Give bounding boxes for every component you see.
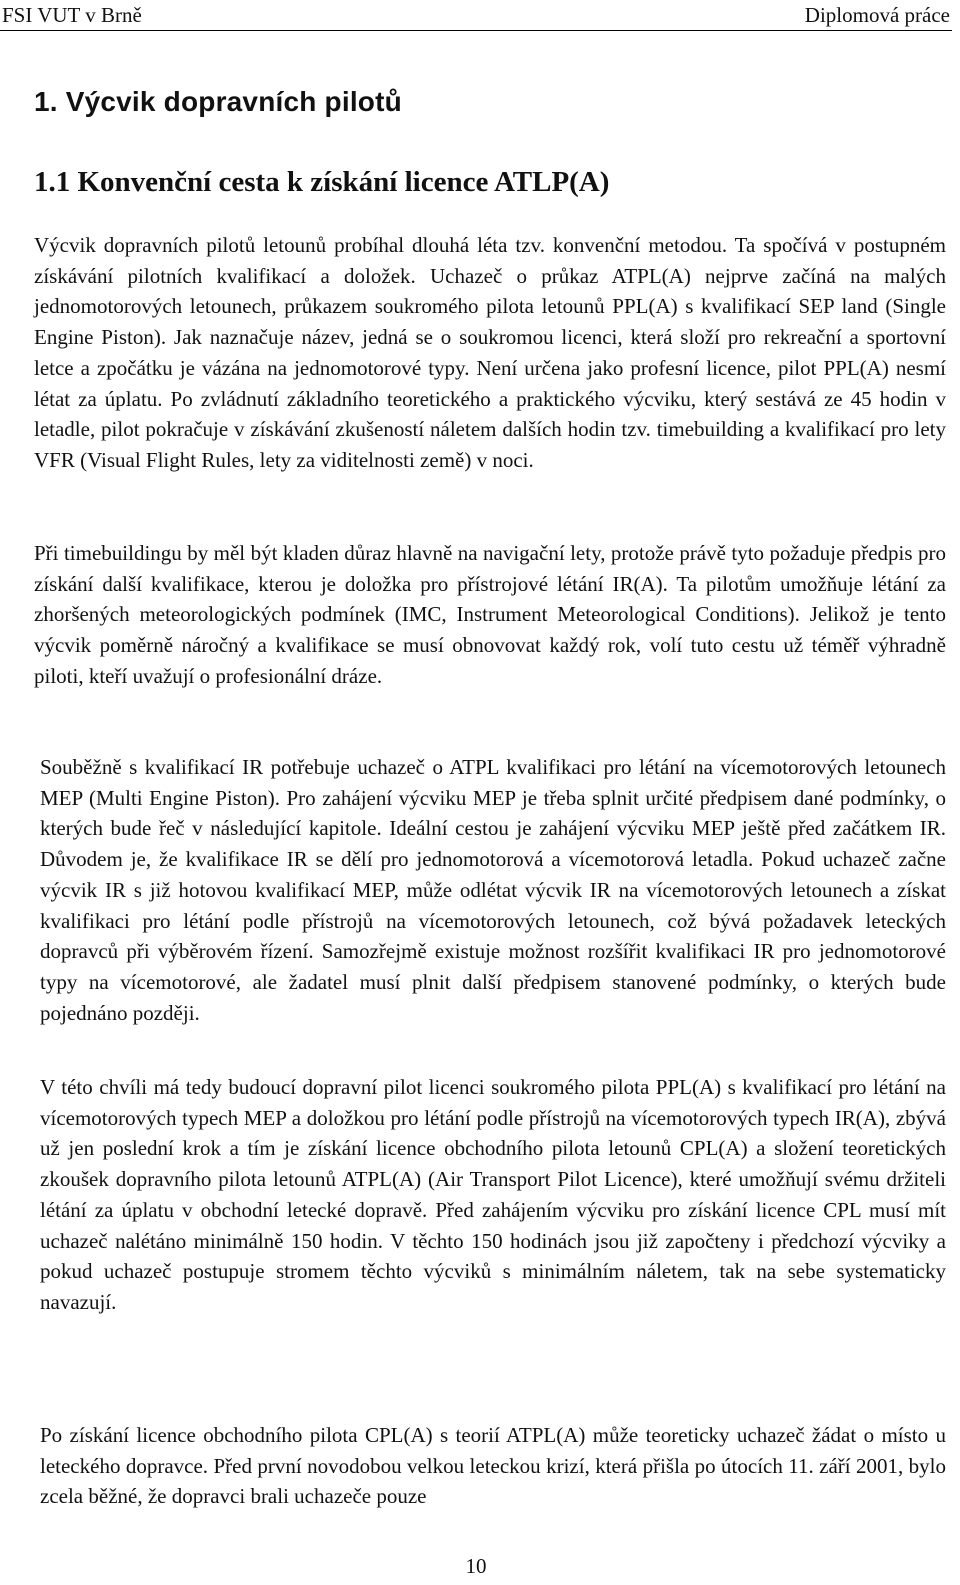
paragraph: Po získání licence obchodního pilota CPL(A) s teorií ATPL(A) může teoreticky uchazeč žádat o místo u leteckého dopravce. Před první novodobou velkou leteckou krizí, která přišla po útocích 11. září 2001, bylo zcela běžné, že dopravci brali uchazeče pouze — [40, 1423, 946, 1509]
header-document-type: Diplomová práce — [804, 3, 950, 27]
paragraph: Výcvik dopravních pilotů letounů probíhal dlouhá léta tzv. konvenční metodou. Ta spočívá v postupném získávání pilotních kvalifikací a doložek. Uchazeč o průkaz ATPL(A) nejprve začíná na malých jednomotorových letounech, průkazem soukromého pilota letounů PPL(A) s kvalifikací SEP land (Single Engine Piston). Jak naznačuje název, jedná se o soukromou licenci, která složí pro rekreační a sportovní letce a zpočátku je vázána na jednomotorové typy. Není určena jako profesní licence, pilot PPL(A) nesmí létat za úplatu. Po zvládnutí základního teoretického a praktického výcviku, který sestává ze 45 hodin v letadle, pilot pokračuje v získávání zkušeností náletem dalších hodin tzv. timebuilding a kvalifikací pro lety VFR (Visual Flight Rules, lety za viditelnosti země) v noci. — [34, 233, 946, 472]
chapter-title: 1. Výcvik dopravních pilotů — [34, 86, 402, 117]
paragraph: Při timebuildingu by měl být kladen důraz hlavně na navigační lety, protože právě tyto požaduje předpis pro získání další kvalifikace, kterou je doložka pro přístrojové létání IR(A). Ta pilotům umožňuje létání za zhoršených meteorologických podmínek (IMC, Instrument Meteorological Conditions). Jelikož je tento výcvik poměrně náročný a kvalifikace se musí obnovovat každý rok, volí tuto cestu už téměř výhradně piloti, kteří uvažují o profesionální dráze. — [34, 541, 946, 688]
paragraph: Souběžně s kvalifikací IR potřebuje uchazeč o ATPL kvalifikaci pro létání na vícemotorových letounech MEP (Multi Engine Piston). Pro zahájení výcviku MEP je třeba splnit určité předpisem dané podmínky, o kterých bude řeč v následující kapitole. Ideální cestou je zahájení výcviku MEP ještě před začátkem IR. Důvodem je, že kvalifikace IR se dělí pro jednomotorová a vícemotorová letadla. Pokud uchazeč začne výcvik IR s již hotovou kvalifikací MEP, může odlétat výcvik IR na vícemotorových letounech a získat kvalifikaci pro létání podle přístrojů na vícemotorových letounech, což bývá požadavek leteckých dopravců při výběrovém řízení. Samozřejmě existuje možnost rozšířit kvalifikaci IR pro jednomotorové typy na vícemotorové, ale žadatel musí plnit další předpisem stanovené podmínky, o kterých bude pojednáno později. — [40, 755, 946, 1025]
section-title: 1.1 Konvenční cesta k získání licence ATLP(A) — [34, 166, 610, 198]
running-header — [0, 0, 952, 31]
header-institution: FSI VUT v Brně — [2, 3, 142, 27]
page-number: 10 — [465, 1554, 487, 1578]
paragraph: V této chvíli má tedy budoucí dopravní pilot licenci soukromého pilota PPL(A) s kvalifikací pro létání na vícemotorových typech MEP a doložkou pro létání podle přístrojů na vícemotorových typech IR(A), zbývá už jen poslední krok a tím je získání licence obchodního pilota letounů CPL(A) a složení teoretických zkoušek dopravního pilota letounů ATPL(A) (Air Transport Pilot Licence), které umožňují svému držiteli létání za úplatu v obchodní letecké dopravě. Před zahájením výcviku pro získání licence CPL musí mít uchazeč nalétáno minimálně 150 hodin. V těchto 150 hodinách jsou již započteny i předchozí výcviky a pokud uchazeč postupuje stromem těchto výcviků s minimálním náletem, tak na sebe systematicky navazují. — [40, 1075, 946, 1314]
